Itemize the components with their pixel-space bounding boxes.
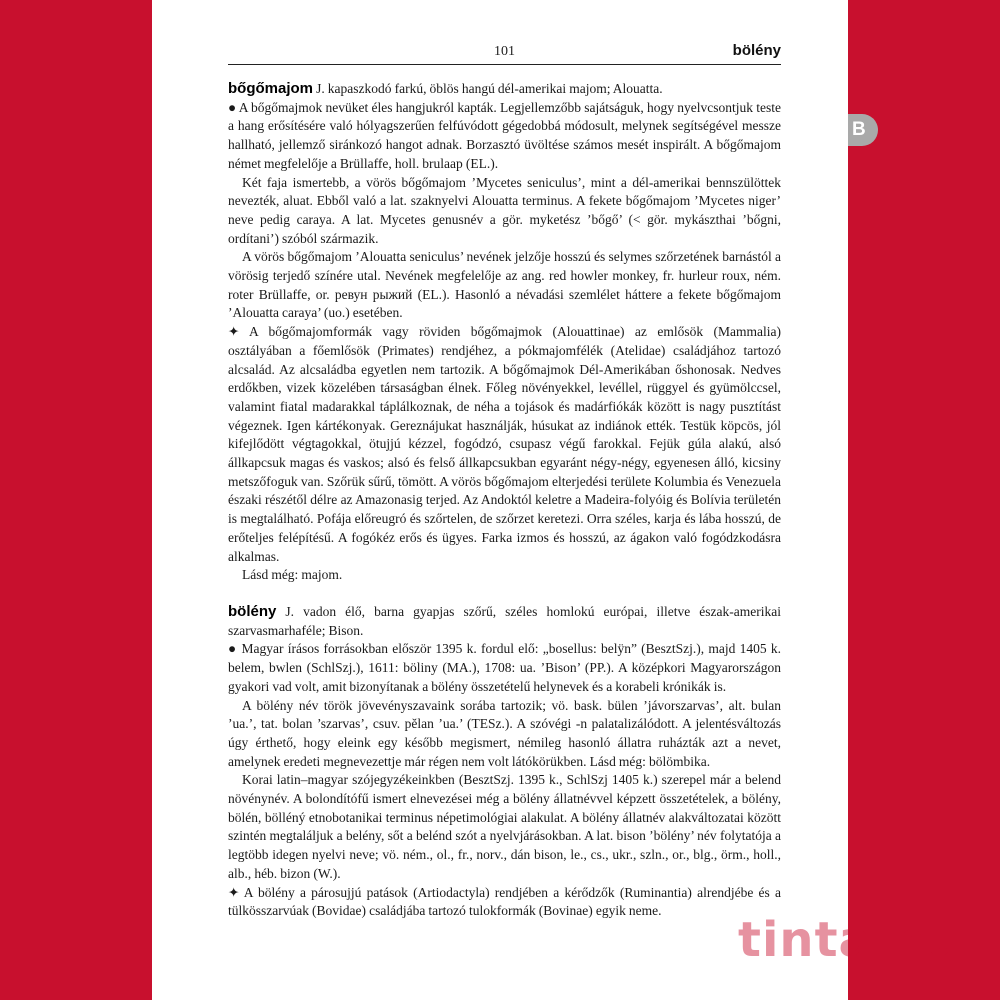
etymology-paragraph: ● Magyar írásos forrásokban először 1395 k. fordul elő: „bosellus: belÿn” (BesztSzj.), majd 1405 k. belem, bwlen (SchlSzj.), 1611: böliny (MA.), 1708: ua. ’Bison’ (PP.). A középkori Magyarországon gyakori vad volt, amit bizonyítanak a bölény összetételű helynevek és a korabeli krónikák is. — [228, 641, 781, 694]
etymology-paragraph: Két faja ismertebb, a vörös bőgőmajom ’Mycetes seniculus’, mint a dél-amerikai bennszülöttek nevezték, aluat. Ebből való a lat. szaknyelvi Alouatta terminus. A fekete bőgőmajom ’Mycetes niger’ neve pedig caraya. A lat. Mycetes genusnév a gör. myketész ’bőgő’ (< gör. mykászthai ’bőgni, ordítani’) szóból származik. — [228, 174, 781, 246]
entry-separator — [228, 585, 781, 603]
watermark-logo: tinta.hu — [738, 912, 962, 968]
see-also: Lásd még: majom. — [242, 567, 343, 583]
definition: J. vadon élő, barna gyapjas szőrű, széles homlokú európai, illetve észak-amerikai szarvasmarhaféle; Bison. — [228, 603, 781, 638]
zoology-paragraph: ✦ A bőgőmajomformák vagy röviden bőgőmajmok (Alouattinae) az emlősök (Mammalia) osztályában a főemlősök (Primates) rendjéhez, a pókmajomfélék (Atelidae) családjához tartozó alcsalád. Az alcsaládba egyetlen nem tartozik. A bőgőmajmok Dél-Amerikában őshonosak. Nedves erdőkben, vizek közelében társaságban élnek. Főleg növényekkel, levéllel, rüggyel és gyümölccsel, valamint fiatal madarakkal táplálkoznak, de néha a tojások és madárfiókák között is nagy pusztítást végeznek. Igen kártékonyak. Gereznájukat használják, húsukat az indiánok ették. Testük köpcös, jól kifejlődött végtagokkal, ötujjú kézzel, fogódzó, csupasz végű farokkal. Fejük gúla alakú, alsó állkapcsuk magas és vaskos; alsó és felső állkapcsukban egyaránt négy-négy, egyenesen álló, kicsiny metszőfoguk van. Szőrük sűrű, tömött. A vörös bőgőmajom elterjedési területe Kolumbia és Venezuela északi részétől délre az Amazonasig terjed. Az Andoktól keletre a Madeira-folyóig és Bolívia területén is megtalálható. Pofája előreugró és szőrtelen, de szőrzet keretezi. Orra széles, karja és lába hosszú, de erőteljes felépítésű. A fogókéz erős és ügyes. Farka izmos és hosszú, az ágakon való fogódzkodásra alkalmas. — [228, 324, 781, 564]
headword: bölény — [228, 602, 277, 620]
etymology-paragraph: A vörös bőgőmajom ’Alouatta seniculus’ nevének jelzője hosszú és selymes szőrzetének barnástól a vörösig terjedő színére utal. Nevének megfelelője az ang. red howler monkey, fr. hurleur roux, ném. roter Brüllaffe, or. ревун рыжий (EL.). Hasonló a névadási szemlélet háttere a fekete bőgőmajom ’Alouatta caraya’ (uo.) esetében. — [228, 249, 781, 321]
zoology-paragraph: ✦ A bölény a párosujjú patások (Artiodactyla) rendjében a kérődzők (Ruminantia) alrendjébe és a tülkösszarvúak (Bovidae) családjába tartozó tulokformák (Bovinae) egyik neme. — [228, 884, 781, 919]
entry-boleny-definition — [228, 603, 781, 640]
page-header — [228, 40, 781, 65]
etymology-paragraph: A bölény név török jövevényszavaink sorába tartozik; vö. bask. bülen ’jávorszarvas’, alt. bulan ’ua.’, tat. bolan ’szarvas’, csuv. pĕlan ’ua.’ (TESz.). A szóvégi -n palatalizálódott. A jelentésváltozás úgy érthető, hogy eleink egy később megismert, némileg hasonló állatra ruházták azt a nevet, amelynek eredeti megnevezettje már régen nem volt látókörükben. Lásd még: bölömbika. — [228, 697, 781, 769]
definition: J. kapaszkodó farkú, öblös hangú dél-amerikai majom; Alouatta. — [313, 81, 663, 96]
entry-bogomajom-definition — [228, 80, 781, 99]
page-number: 101 — [494, 44, 515, 59]
dictionary-page — [152, 0, 848, 1000]
running-head: bölény — [732, 42, 781, 59]
page-body — [228, 80, 781, 921]
headword: bőgőmajom — [228, 80, 313, 97]
etymology-paragraph: Korai latin–magyar szójegyzékeinkben (BesztSzj. 1395 k., SchlSzj 1405 k.) szerepel már a belend növénynév. A bolondítófű ismert elnevezései még a bölény állatnévvel képzett összetételek, a bölény, bölén, bölléný etnobotanikai terminus népetimológiai alakulat. A bölény állatnév alakváltozatai között szintén megtaláljuk a belény, sőt a belénd szót a nyelvjárásokban. A lat. bison ’bölény’ név folytatója a legtöbb idegen nyelvi neve; vö. ném., ol., fr., norv., dán bison, le., cs., ukr., szln., or., blg., örm., holl., alb., héb. bizon (W.). — [228, 772, 781, 881]
section-thumb-tab: B — [848, 114, 878, 146]
etymology-paragraph: ● A bőgőmajmok nevüket éles hangjukról kapták. Legjellemzőbb sajátságuk, hogy nyelvcsontjuk teste a hang erősítésére való hólyagszerűen felfúvódott gégedobbá módosult, melynek segítségével messze hallható, jellemző siránkozó hangot adnak. Borzasztó üvöltése számos mesét inspirált. A bőgőmajom német megfelelője a Brüllaffe, holl. brulaap (EL.). — [228, 99, 781, 171]
